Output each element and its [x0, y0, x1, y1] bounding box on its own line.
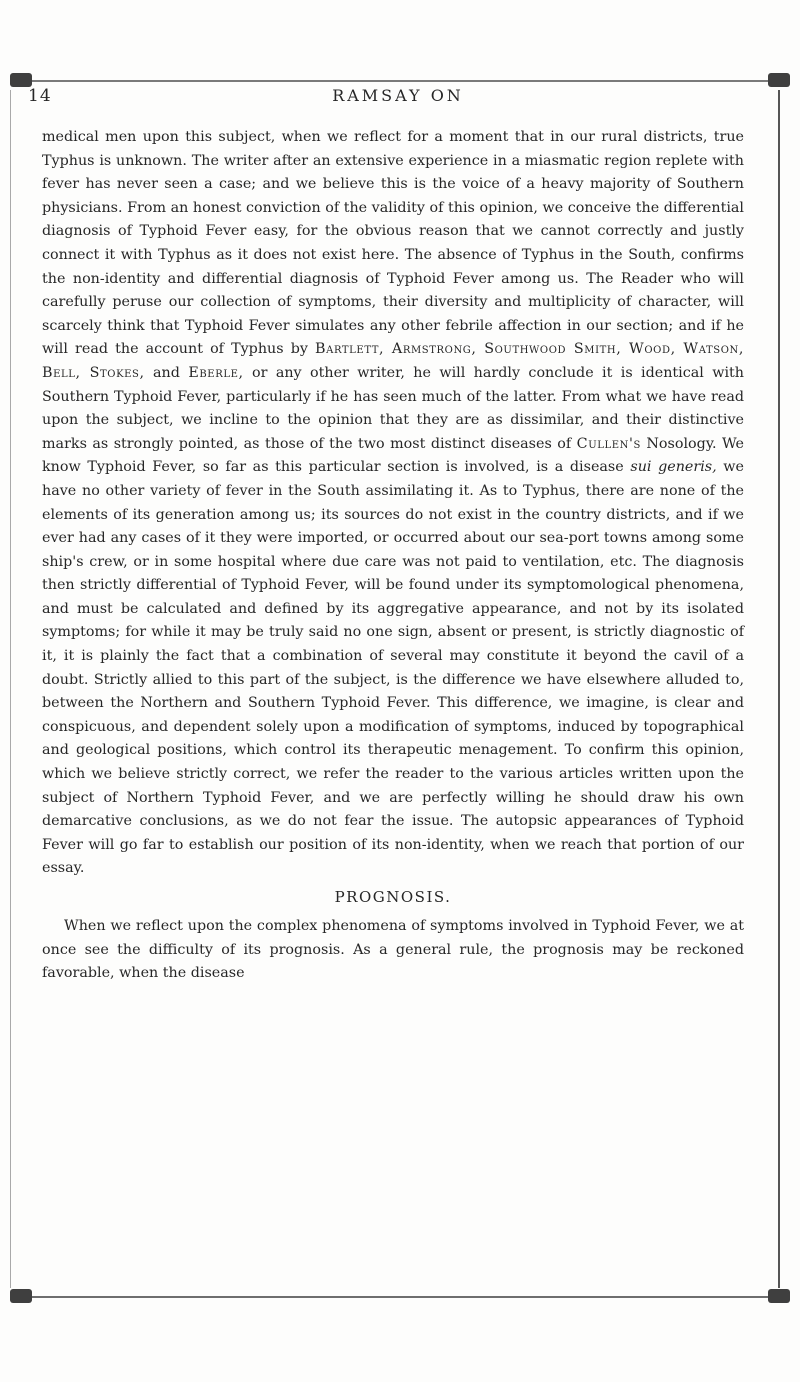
bottom-border-rule: [18, 1296, 780, 1298]
right-border-rule: [778, 90, 780, 1288]
section-heading: PROGNOSIS.: [334, 888, 452, 906]
corner-ornament-top-left: [10, 73, 32, 87]
author-names: Bartlett, Armstrong, Southwood Smith, Wood, Watson, Bell, Stokes,: [42, 341, 744, 381]
paragraph-text: or any other writer, he will hardly conclude it is identical with Southern Typhoid Fever, particularly if he has seen much of the latter. From what we have read upon the subject, we incline to the opinion that they are as dissimilar, and their distinctive marks as strongly pointed, as those of the two most distinct diseases of: [42, 364, 744, 452]
left-border-rule: [10, 90, 11, 1288]
page-number: 14: [28, 86, 52, 106]
paragraph-text: medical men upon this subject, when we reflect for a moment that in our rural districts, true Typhus is unknown. The writer after an extensive experience in a miasmatic region replete with fever has never seen a case; and we believe this is the voice of a heavy majority of Southern physicians. From an honest conviction of the validity of this opinion, we conceive the differential diagnosis of Typhoid Fever easy, for the obvious reason that we cannot correctly and justly connect it with Typhus as it does not exist here. The absence of Typhus in the South, confirms the non-identity and differential diagnosis of Typhoid Fever among us. The Reader who will carefully peruse our collection of symptoms, their diversity and multiplicity of character, will scarcely think that Typhoid Fever simulates any other febrile affection in our section; and if he will read the account of Typhus by: [42, 129, 744, 358]
author-name-cullen: Cullen's: [576, 435, 641, 452]
author-names: Eberle,: [188, 364, 244, 381]
corner-ornament-bottom-left: [10, 1289, 32, 1303]
top-border-rule: [18, 80, 780, 82]
paragraph-text: Nosology. We know Typhoid Fever, so far as this particular section is involved, is a disease: [42, 435, 744, 476]
latin-phrase: sui generis,: [630, 459, 717, 476]
paragraph-text: and: [144, 364, 189, 381]
paragraph-text: we have no other variety of fever in the South assimilating it. As to Typhus, there are none of the elements of its generation among us; its sources do not exist in the country districts, and if we ever had any cases of it they were imported, or occurred about our sea-port towns among some ship's crew, or in some hospital where due care was not paid to ventilation, etc. The diagnosis then strictly differential of Typhoid Fever, will be found under its symptomological phenomena, and must be calculated and defined by its aggregative appearance, and not by its isolated symptoms; for while it may be truly said no one sign, absent or present, is strictly diagnostic of it, it is plainly the fact that a combination of several may constitute it beyond the cavil of a doubt. Strictly allied to this part of the subject, is the difference we have elsewhere alluded to, between the Northern and Southern Typhoid Fever. This difference, we imagine, is clear and conspicuous, and dependent solely upon a modification of symptoms, induced by topographical and geological positions, which control its therapeutic menagement. To confirm this opinion, which we believe strictly correct, we refer the reader to the various articles written upon the subject of Northern Typhoid Fever, and we are perfectly willing he should draw his own demarcative conclusions, as we do not fear the issue. The autopsic appearances of Typhoid Fever will go far to establish our position of its non-identity, when we reach that portion of our essay.: [42, 459, 744, 877]
running-head-title: RAMSAY ON: [332, 86, 464, 105]
paragraph-prognosis: When we reflect upon the complex phenomena of symptoms involved in Typhoid Fever, we at once see the difficulty of its prognosis. As a general rule, the prognosis may be reckoned favorable, when the disease: [42, 918, 744, 982]
corner-ornament-bottom-right: [768, 1289, 790, 1303]
corner-ornament-top-right: [768, 73, 790, 87]
running-head: [28, 86, 768, 110]
paragraph-diagnosis: [42, 126, 744, 881]
body-text: [42, 126, 744, 986]
